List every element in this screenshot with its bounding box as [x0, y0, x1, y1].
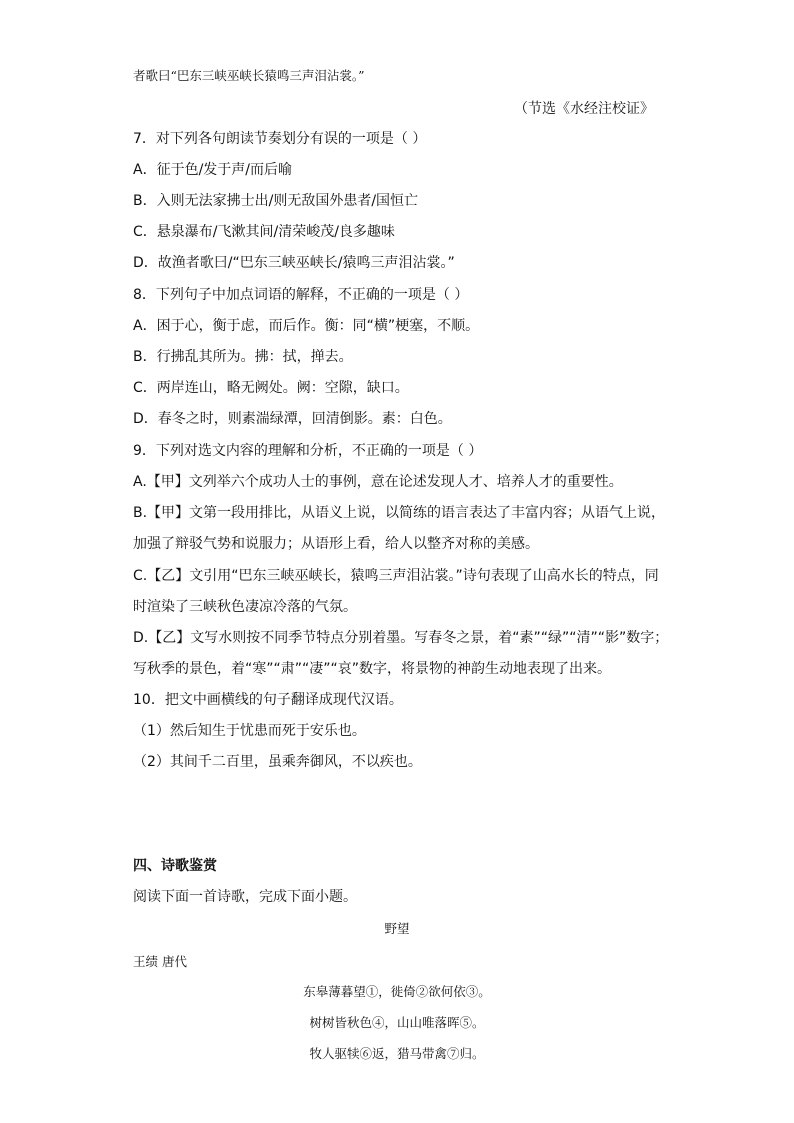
question-7-option-b: B．入则无法家拂士出/则无敌国外患者/国恒亡	[133, 193, 419, 209]
question-7-option-a: A．征于色/发于声/而后喻	[133, 162, 293, 178]
question-8-option-d: D．春冬之时，则素湍绿潭，回清倒影。素：白色。	[133, 411, 452, 427]
question-9-line: C.【乙】文引用“巴东三峡巫峡长，猿鸣三声泪沾裳。”诗句表现了山高水长的特点，同	[133, 568, 659, 584]
poem-line: 东皋薄暮望①，徙倚②欲何依③。	[303, 984, 491, 999]
poem-line: 牧人驱犊⑥返，猎马带禽⑦归。	[309, 1046, 485, 1061]
question-7-stem: 7．对下列各句朗读节奏划分有误的一项是（ ）	[133, 131, 427, 147]
question-8-stem: 8．下列句子中加点词语的解释，不正确的一项是（ ）	[133, 287, 469, 303]
question-7-option-d: D．故渔者歌曰/“巴东三峡巫峡长/猿鸣三声泪沾裳。”	[133, 255, 455, 271]
poem-line: 树树皆秋色④，山山唯落晖⑤。	[309, 1015, 485, 1030]
question-10-item-2: （2）其间千二百里，虽乘奔御风，不以疾也。	[133, 754, 422, 770]
question-8-option-c: C．两岸连山，略无阙处。阙：空隙，缺口。	[133, 380, 409, 396]
question-9-line: B.【甲】文第一段用排比，从语义上说，以简练的语言表达了丰富内容；从语气上说，	[133, 505, 666, 521]
question-10-item-1: （1）然后知生于忧患而死于安乐也。	[133, 723, 366, 739]
question-10-stem: 10．把文中画横线的句子翻译成现代汉语。	[133, 692, 403, 708]
section-heading: 四、诗歌鉴赏	[133, 858, 217, 874]
question-9-line: A.【甲】文列举六个成功人士的事例，意在论述发现人才、培养人才的重要性。	[133, 474, 623, 490]
question-7-option-c: C．悬泉瀑布/飞漱其间/清荣峻茂/良多趣味	[133, 224, 395, 240]
poem-author: 王绩 唐代	[133, 954, 187, 969]
section-instruction: 阅读下面一首诗歌，完成下面小题。	[133, 889, 357, 905]
question-9-line: 加强了辩驳气势和说服力；从语形上看，给人以整齐对称的美感。	[133, 536, 539, 552]
passage-source: （节选《水经注校证》	[514, 101, 654, 117]
question-8-option-b: B．行拂乱其所为。拂：拭，掸去。	[133, 349, 353, 365]
question-8-option-a: A．困于心，衡于虑，而后作。衡：同“横”梗塞，不顺。	[133, 318, 480, 334]
question-9-line: 时渲染了三峡秋色凄凉冷落的气氛。	[133, 599, 357, 615]
passage-quote-line: 者歌曰“巴东三峡巫峡长猿鸣三声泪沾裳。”	[133, 68, 365, 83]
poem-title: 野望	[384, 921, 410, 936]
question-9-line: 写秋季的景色，着“寒”“肃”“凄”“哀”数字，将景物的神韵生动地表现了出来。	[133, 661, 612, 677]
question-9-stem: 9．下列对选文内容的理解和分析，不正确的一项是（ ）	[133, 443, 483, 459]
question-9-line: D.【乙】文写水则按不同季节特点分别着墨。写春冬之景，着“素”“绿”“清”“影”数字；	[133, 630, 669, 646]
